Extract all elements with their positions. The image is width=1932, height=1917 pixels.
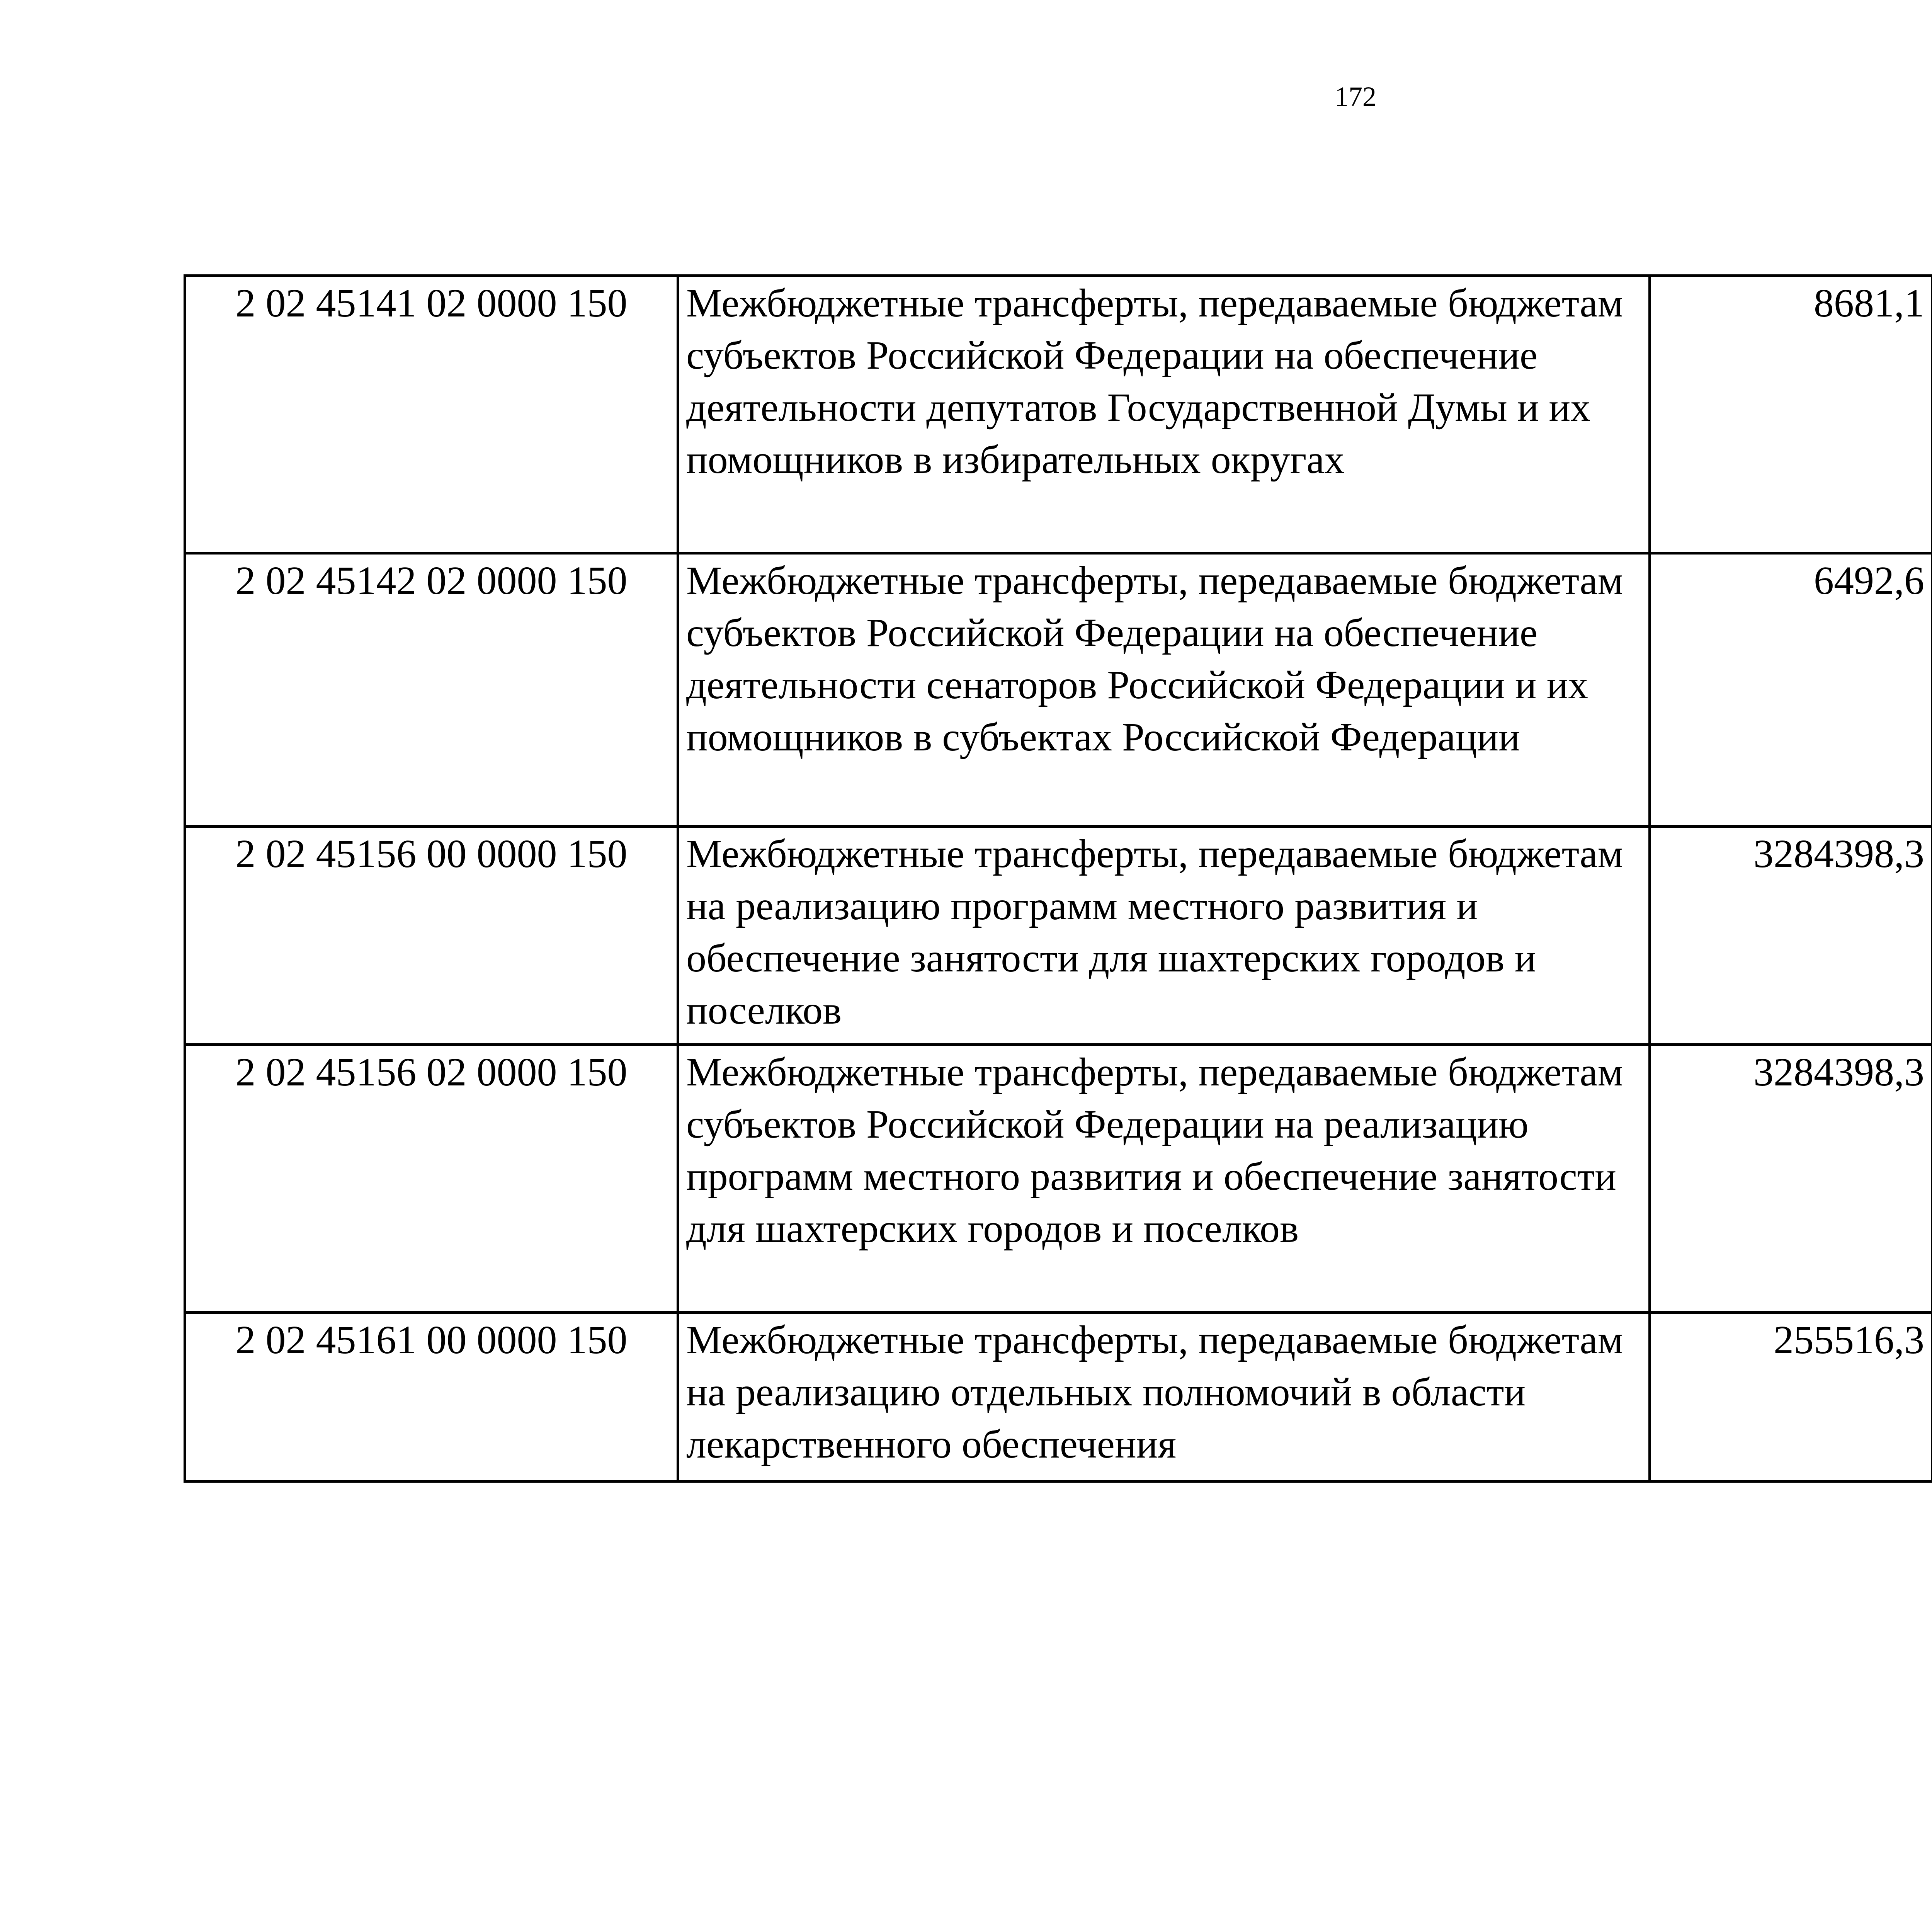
table-row xyxy=(185,1045,1932,1313)
budget-code: 2 02 45156 02 0000 150 xyxy=(185,1045,678,1313)
budget-code: 2 02 45141 02 0000 150 xyxy=(185,276,678,553)
page-number: 172 xyxy=(1335,81,1376,112)
amount-year-1: 8681,1 xyxy=(1650,276,1932,553)
row-description: Межбюджетные трансферты, передаваемые бюджетам на реализацию отдельных полномочий в области лекарственного обеспечения xyxy=(678,1313,1650,1482)
amount-year-1: 3284398,3 xyxy=(1650,827,1932,1045)
row-description: Межбюджетные трансферты, передаваемые бюджетам субъектов Российской Федерации на обеспечение деятельности сенаторов Российской Федерации и их помощников в субъектах Российской Федерации xyxy=(678,553,1650,827)
budget-code: 2 02 45142 02 0000 150 xyxy=(185,553,678,827)
table-row xyxy=(185,827,1932,1045)
row-description: Межбюджетные трансферты, передаваемые бюджетам субъектов Российской Федерации на обеспечение деятельности депутатов Государственной Думы и их помощников в избирательных округах xyxy=(678,276,1650,553)
table-row xyxy=(185,553,1932,827)
row-description: Межбюджетные трансферты, передаваемые бюджетам субъектов Российской Федерации на реализацию программ местного развития и обеспечение занятости для шахтерских городов и поселков xyxy=(678,1045,1650,1313)
amount-year-1: 255516,3 xyxy=(1650,1313,1932,1482)
row-description: Межбюджетные трансферты, передаваемые бюджетам на реализацию программ местного развития и обеспечение занятости для шахтерских городов и поселков xyxy=(678,827,1650,1045)
amount-year-1: 6492,6 xyxy=(1650,553,1932,827)
budget-code: 2 02 45161 00 0000 150 xyxy=(185,1313,678,1482)
amount-year-1: 3284398,3 xyxy=(1650,1045,1932,1313)
table-row xyxy=(185,276,1932,553)
budget-table xyxy=(184,274,1932,1483)
budget-code: 2 02 45156 00 0000 150 xyxy=(185,827,678,1045)
table-row xyxy=(185,1313,1932,1482)
